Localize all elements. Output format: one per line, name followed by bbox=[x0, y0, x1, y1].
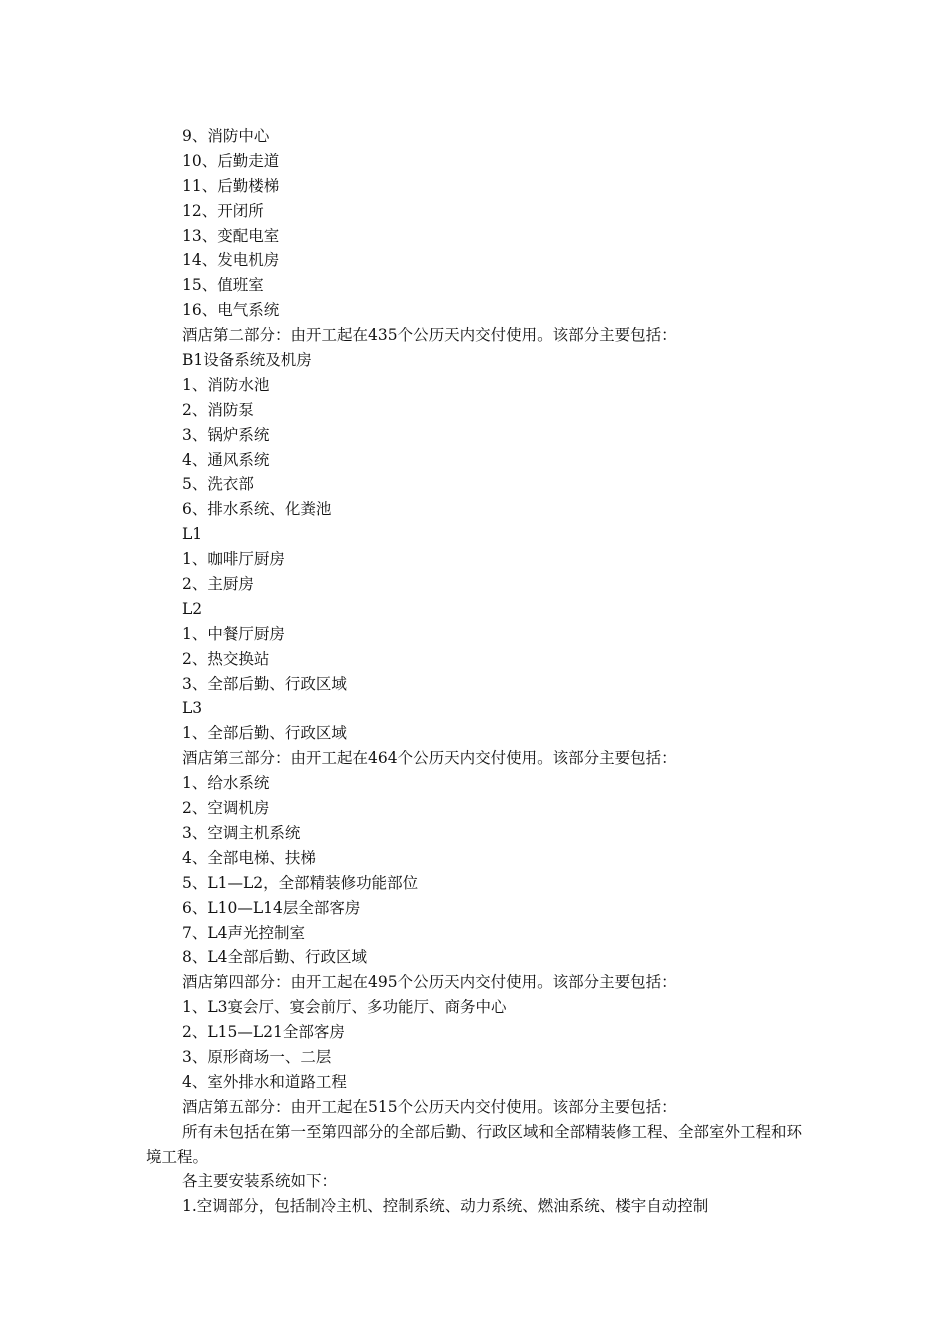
list-item: 1、给水系统 bbox=[182, 774, 270, 793]
section-heading: 酒店第五部分：由开工起在515个公历天内交付使用。该部分主要包括： bbox=[182, 1097, 677, 1116]
list-item: 6、排水系统、化粪池 bbox=[182, 500, 332, 519]
list-item: 4、全部电梯、扶梯 bbox=[182, 848, 316, 867]
list-item: 12、开闭所 bbox=[182, 201, 264, 220]
list-item: 11、后勤楼梯 bbox=[182, 176, 280, 195]
list-item: 15、值班室 bbox=[182, 276, 264, 295]
list-item: 1.空调部分，包括制冷主机、控制系统、动力系统、燃油系统、楼宇自动控制 bbox=[182, 1197, 709, 1216]
body-paragraph: 所有未包括在第一至第四部分的全部后勤、行政区域和全部精装修工程、全部室外工程和环境工程。 bbox=[146, 1122, 803, 1166]
list-item: 5、洗衣部 bbox=[182, 475, 254, 494]
list-item: 1、消防水池 bbox=[182, 375, 270, 394]
section-heading: 酒店第二部分：由开工起在435个公历天内交付使用。该部分主要包括： bbox=[182, 326, 677, 345]
list-item: 7、L4声光控制室 bbox=[182, 923, 306, 942]
list-item: 14、发电机房 bbox=[182, 251, 280, 270]
section-heading: 各主要安装系统如下： bbox=[182, 1172, 338, 1191]
list-item: 9、消防中心 bbox=[182, 127, 270, 145]
subsection-heading: L3 bbox=[182, 699, 203, 718]
list-item: 3、空调主机系统 bbox=[182, 823, 301, 842]
document-body bbox=[146, 124, 810, 1219]
list-item: 1、咖啡厅厨房 bbox=[182, 550, 285, 569]
list-item: 5、L1—L2，全部精装修功能部位 bbox=[182, 873, 419, 892]
list-item: 13、变配电室 bbox=[182, 226, 280, 245]
list-item: 3、锅炉系统 bbox=[182, 425, 270, 444]
section-heading: 酒店第四部分：由开工起在495个公历天内交付使用。该部分主要包括： bbox=[182, 973, 677, 992]
list-item: 3、原形商场一、二层 bbox=[182, 1047, 332, 1066]
list-item: 4、室外排水和道路工程 bbox=[182, 1072, 347, 1091]
list-item: 4、通风系统 bbox=[182, 450, 270, 469]
list-item: 6、L10—L14层全部客房 bbox=[182, 898, 361, 917]
section-heading: 酒店第三部分：由开工起在464个公历天内交付使用。该部分主要包括： bbox=[182, 749, 677, 768]
list-item: 1、全部后勤、行政区域 bbox=[182, 724, 347, 743]
subsection-heading: L2 bbox=[182, 599, 203, 618]
list-item: 2、L15—L21全部客房 bbox=[182, 1023, 345, 1042]
list-item: 1、中餐厅厨房 bbox=[182, 624, 285, 643]
list-item: 10、后勤走道 bbox=[182, 151, 280, 170]
subsection-heading: B1设备系统及机房 bbox=[182, 351, 312, 370]
list-item: 2、消防泵 bbox=[182, 400, 254, 419]
list-item: 2、热交换站 bbox=[182, 649, 270, 668]
list-item: 1、L3宴会厅、宴会前厅、多功能厅、商务中心 bbox=[182, 998, 507, 1017]
list-item: 16、电气系统 bbox=[182, 301, 280, 320]
list-item: 3、全部后勤、行政区域 bbox=[182, 674, 347, 693]
list-item: 8、L4全部后勤、行政区域 bbox=[182, 948, 368, 967]
list-item: 2、空调机房 bbox=[182, 799, 270, 818]
list-item: 2、主厨房 bbox=[182, 575, 254, 594]
subsection-heading: L1 bbox=[182, 525, 203, 544]
